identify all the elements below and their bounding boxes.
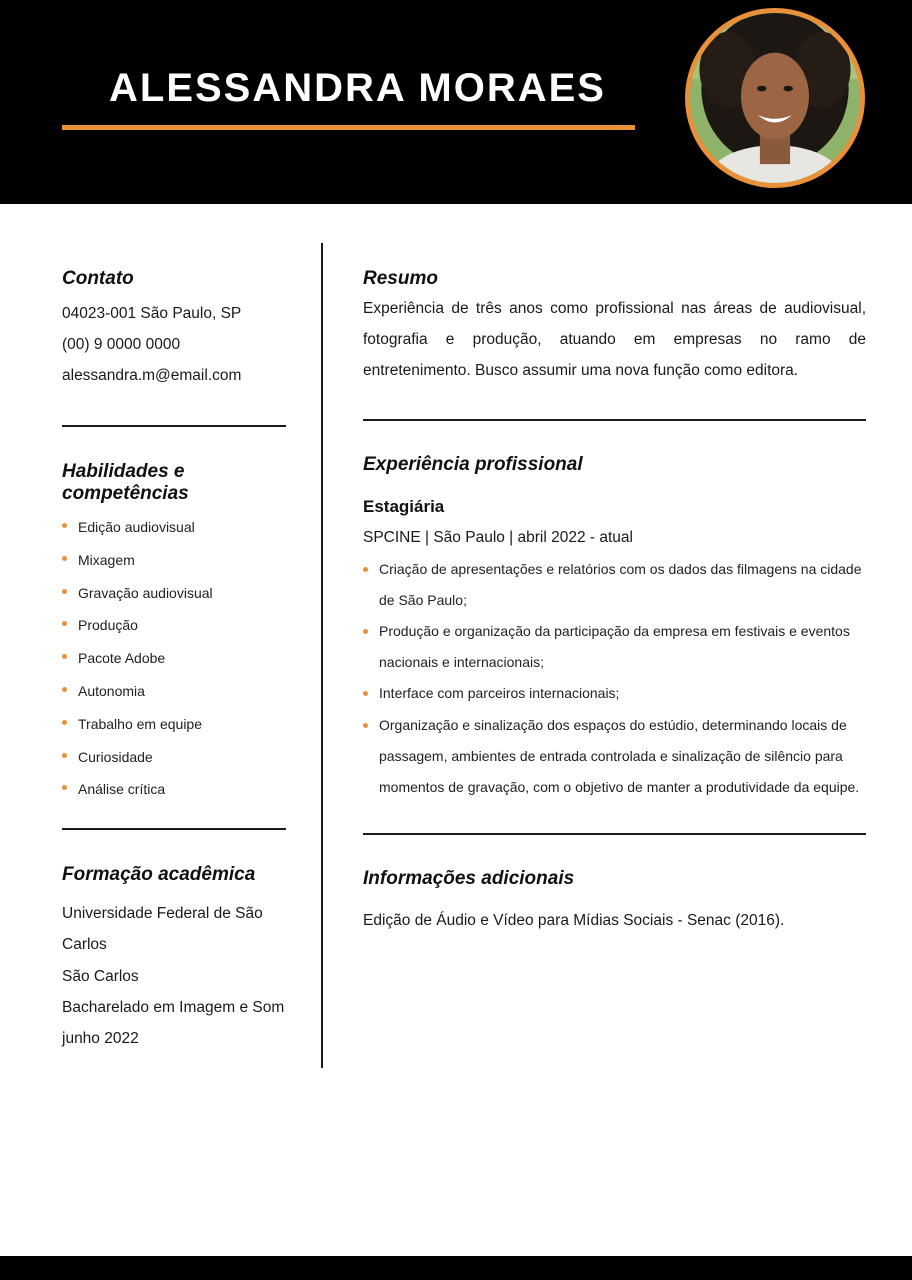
bullet-icon (62, 785, 67, 790)
list-item: Trabalho em equipe (62, 708, 286, 741)
bullet-icon (62, 589, 67, 594)
job-role: Estagiária (363, 496, 445, 516)
contact-address: 04023-001 São Paulo, SP (62, 305, 242, 322)
bullet-icon (62, 720, 67, 725)
education-date: junho 2022 (62, 1029, 139, 1047)
bullet-icon (62, 523, 67, 528)
bullet-icon (62, 621, 67, 626)
list-item: Organização e sinalização dos espaços do estúdio, determinando locais de passagem, ambientes de entrada controlada e sinalização de silêncio para momentos de gravação, com o objetivo de manter a produtividade da equipe. (363, 710, 866, 804)
list-item: Mixagem (62, 544, 286, 577)
contact-email: alessandra.m@email.com (62, 367, 242, 384)
contact-title: Contato (62, 268, 134, 289)
education-degree: Bacharelado em Imagem e Som (62, 998, 285, 1016)
right-column (363, 243, 866, 932)
experience-title: Experiência profissional (363, 453, 583, 475)
skills-title: Habilidades e competências (62, 461, 189, 504)
bullet-icon (363, 723, 368, 728)
candidate-name: ALESSANDRA MORAES (109, 66, 606, 110)
bullet-icon (62, 556, 67, 561)
left-column (62, 243, 286, 1054)
skills-list (62, 511, 286, 806)
job-meta: SPCINE | São Paulo | abril 2022 - atual (363, 528, 633, 546)
footer-bar (0, 1256, 912, 1280)
bullet-icon (363, 629, 368, 634)
education-title: Formação acadêmica (62, 864, 256, 886)
list-item: Curiosidade (62, 741, 286, 774)
list-item: Produção e organização da participação da empresa em festivais e eventos nacionais e internacionais; (363, 616, 866, 678)
profile-photo (685, 8, 865, 188)
summary-title: Resumo (363, 268, 438, 289)
bullet-icon (363, 691, 368, 696)
profile-photo-icon (690, 13, 860, 183)
header-banner (0, 0, 912, 204)
contact-phone: (00) 9 0000 0000 (62, 336, 181, 353)
additional-text: Edição de Áudio e Vídeo para Mídias Sociais - Senac (2016). (363, 912, 785, 930)
summary-text: Experiência de três anos como profissional nas áreas de audiovisual, fotografia e produção, atuando em empresas no ramo de entretenimento. Busco assumir uma nova função como editora. (363, 300, 866, 380)
list-item: Pacote Adobe (62, 642, 286, 675)
education-institution: Universidade Federal de São Carlos (62, 905, 263, 954)
list-item: Gravação audiovisual (62, 577, 286, 610)
bullet-icon (62, 654, 67, 659)
list-item: Criação de apresentações e relatórios com os dados das filmagens na cidade de São Paulo; (363, 554, 866, 616)
list-item: Produção (62, 609, 286, 642)
list-item: Análise crítica (62, 773, 286, 806)
list-item: Interface com parceiros internacionais; (363, 678, 866, 709)
education-city: São Carlos (62, 967, 139, 985)
bullet-icon (62, 687, 67, 692)
job-duties-list (363, 554, 866, 804)
additional-title: Informações adicionais (363, 868, 575, 890)
list-item: Edição audiovisual (62, 511, 286, 544)
column-divider (321, 243, 323, 1068)
name-underline (62, 125, 635, 130)
bullet-icon (62, 753, 67, 758)
list-item: Autonomia (62, 675, 286, 708)
bullet-icon (363, 567, 368, 572)
